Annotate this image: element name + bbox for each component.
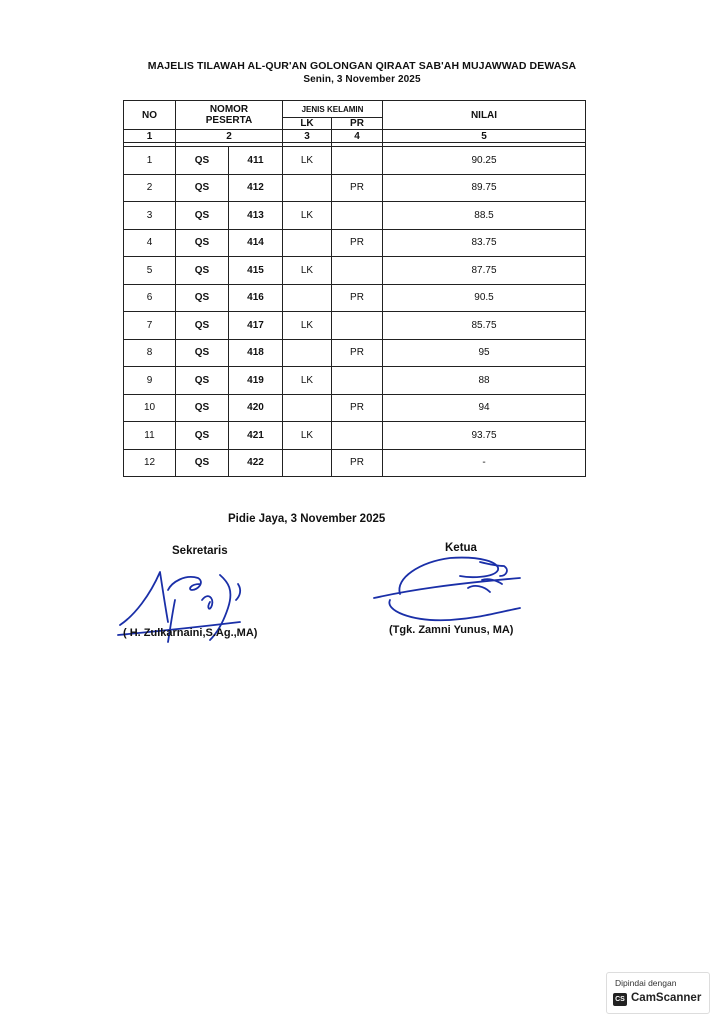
row-lk: [283, 229, 332, 257]
row-no: 1: [124, 147, 176, 175]
row-score: 88: [383, 367, 586, 395]
row-pr: [332, 257, 383, 285]
table-row: [124, 394, 586, 422]
row-no: 7: [124, 312, 176, 340]
row-no: 3: [124, 202, 176, 230]
row-no: 10: [124, 394, 176, 422]
stamp-brand: CamScanner: [631, 992, 702, 1004]
row-lk: [283, 449, 332, 477]
row-lk: LK: [283, 367, 332, 395]
row-score: 85.75: [383, 312, 586, 340]
row-lk: LK: [283, 257, 332, 285]
document-title: [0, 60, 724, 86]
row-pr: [332, 422, 383, 450]
table-row: [124, 202, 586, 230]
row-number: 413: [229, 202, 283, 230]
row-code: QS: [176, 394, 229, 422]
row-number: 411: [229, 147, 283, 175]
score-table: [123, 100, 586, 477]
row-code: QS: [176, 449, 229, 477]
row-score: 88.5: [383, 202, 586, 230]
col-number-2: 2: [176, 130, 283, 143]
row-pr: PR: [332, 229, 383, 257]
row-score: 95: [383, 339, 586, 367]
col-number-1: 1: [124, 130, 176, 143]
row-number: 414: [229, 229, 283, 257]
row-lk: LK: [283, 422, 332, 450]
table-row: [124, 449, 586, 477]
col-number-4: 4: [332, 130, 383, 143]
row-no: 8: [124, 339, 176, 367]
header-nomor: NOMOR: [209, 104, 249, 115]
row-score: 87.75: [383, 257, 586, 285]
row-no: 5: [124, 257, 176, 285]
row-pr: [332, 202, 383, 230]
row-pr: PR: [332, 394, 383, 422]
row-code: QS: [176, 312, 229, 340]
table-row: [124, 257, 586, 285]
chair-signature: [370, 548, 530, 628]
table-row: [124, 422, 586, 450]
header-nilai: NILAI: [383, 101, 586, 130]
row-score: 90.25: [383, 147, 586, 175]
row-code: QS: [176, 257, 229, 285]
row-number: 415: [229, 257, 283, 285]
row-score: 89.75: [383, 174, 586, 202]
row-score: 93.75: [383, 422, 586, 450]
row-code: QS: [176, 229, 229, 257]
title-main: MAJELIS TILAWAH AL-QUR'AN GOLONGAN QIRAAT SAB'AH MUJAWWAD DEWASA: [147, 60, 577, 72]
row-pr: [332, 312, 383, 340]
row-code: QS: [176, 147, 229, 175]
row-score: -: [383, 449, 586, 477]
row-lk: [283, 284, 332, 312]
table-row: [124, 229, 586, 257]
row-code: QS: [176, 202, 229, 230]
row-number: 421: [229, 422, 283, 450]
row-pr: PR: [332, 449, 383, 477]
col-number-5: 5: [383, 130, 586, 143]
row-lk: [283, 394, 332, 422]
row-no: 2: [124, 174, 176, 202]
row-score: 83.75: [383, 229, 586, 257]
header-peserta: PESERTA: [205, 115, 253, 126]
row-number: 412: [229, 174, 283, 202]
row-no: 4: [124, 229, 176, 257]
col-number-3: 3: [283, 130, 332, 143]
row-number: 416: [229, 284, 283, 312]
row-number: 422: [229, 449, 283, 477]
row-number: 418: [229, 339, 283, 367]
place-date: Pidie Jaya, 3 November 2025: [228, 513, 386, 525]
row-lk: LK: [283, 147, 332, 175]
table-row: [124, 147, 586, 175]
chair-name: (Tgk. Zamni Yunus, MA): [389, 624, 514, 636]
row-pr: PR: [332, 174, 383, 202]
row-pr: PR: [332, 284, 383, 312]
row-score: 90.5: [383, 284, 586, 312]
row-no: 11: [124, 422, 176, 450]
row-lk: [283, 339, 332, 367]
table-row: [124, 284, 586, 312]
row-no: 9: [124, 367, 176, 395]
table-row: [124, 339, 586, 367]
row-number: 420: [229, 394, 283, 422]
row-code: QS: [176, 422, 229, 450]
row-code: QS: [176, 174, 229, 202]
row-code: QS: [176, 284, 229, 312]
scanner-stamp: [606, 972, 710, 1014]
row-pr: [332, 367, 383, 395]
row-no: 12: [124, 449, 176, 477]
row-lk: LK: [283, 312, 332, 340]
header-pr: PR: [332, 118, 383, 130]
row-score: 94: [383, 394, 586, 422]
table-row: [124, 367, 586, 395]
secretary-name: ( H. Zulkarnaini,S.Ag.,MA): [123, 627, 258, 639]
header-no: NO: [124, 101, 176, 130]
row-no: 6: [124, 284, 176, 312]
secretary-role: Sekretaris: [172, 545, 228, 557]
chair-role: Ketua: [445, 542, 477, 554]
row-pr: PR: [332, 339, 383, 367]
row-code: QS: [176, 339, 229, 367]
row-lk: LK: [283, 202, 332, 230]
header-nomor-peserta: [176, 101, 283, 130]
title-date: Senin, 3 November 2025: [303, 74, 421, 85]
header-jenis-kelamin: JENIS KELAMIN: [283, 101, 383, 118]
row-number: 419: [229, 367, 283, 395]
row-pr: [332, 147, 383, 175]
camscanner-logo-icon: CS: [613, 993, 627, 1006]
table-row: [124, 174, 586, 202]
row-lk: [283, 174, 332, 202]
row-number: 417: [229, 312, 283, 340]
header-lk: LK: [283, 118, 332, 130]
stamp-label: Dipindai dengan: [615, 978, 677, 988]
table-row: [124, 312, 586, 340]
row-code: QS: [176, 367, 229, 395]
